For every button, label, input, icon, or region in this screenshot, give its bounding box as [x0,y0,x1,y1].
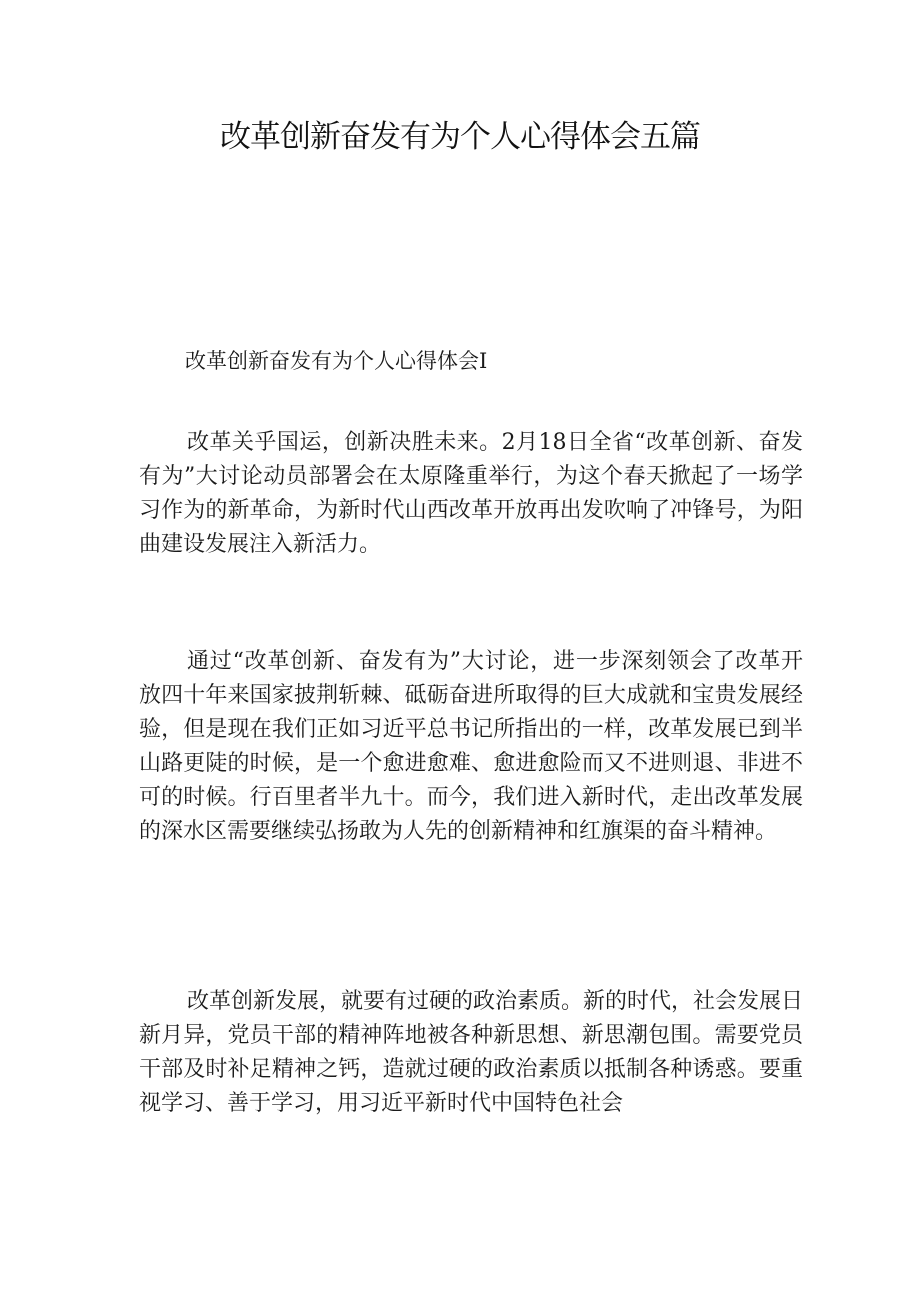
paragraph-3: 改革创新发展，就要有过硬的政治素质。新的时代，社会发展日新月异，党员干部的精神阵地被各种新思想、新思潮包围。需要党员干部及时补足精神之钙，造就过硬的政治素质以抵制各种诱惑。要重视学习、善于学习，用习近平新时代中国特色社会 [139,989,804,1116]
document-title: 改革创新奋发有为个人心得体会五篇 [220,119,700,155]
paragraph-2: 通过“改革创新、奋发有为”大讨论，进一步深刻领会了改革开放四十年来国家披荆斩棘、砥砺奋进所取得的巨大成就和宝贵发展经验，但是现在我们正如习近平总书记所指出的一样，改革发展已到半山路更陡的时候，是一个愈进愈难、愈进愈险而又不进则退、非进不可的时候。行百里者半九十。而今，我们进入新时代，走出改革发展的深水区需要继续弘扬敢为人先的创新精神和红旗渠的奋斗精神。 [139,649,803,844]
paragraph-1: 改革关乎国运，创新决胜未来。2月18日全省“改革创新、奋发有为”大讨论动员部署会在太原隆重举行，为这个春天掀起了一场学习作为的新革命，为新时代山西改革开放再出发吹响了冲锋号，为阳曲建设发展注入新活力。 [139,430,803,557]
section-heading: 改革创新奋发有为个人心得体会I [185,349,488,373]
